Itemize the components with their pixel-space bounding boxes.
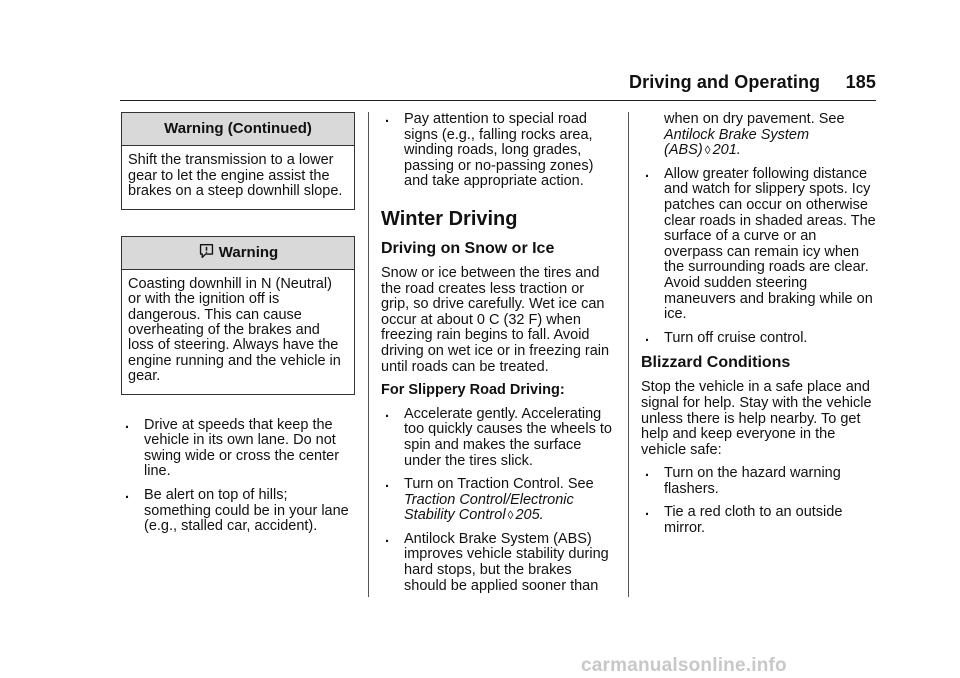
page-header xyxy=(120,0,876,101)
warning-continued-body: Shift the transmission to a lower gear to let the engine assist the brakes on a steep downhill slope. xyxy=(128,152,343,200)
page-reference-icon: ◊ xyxy=(507,508,514,523)
list-item-text: Be alert on top of hills; something could be in your lane (e.g., stalled car, accident). xyxy=(144,487,349,535)
paragraph: Snow or ice between the tires and the road creates less traction or grip, so drive carefully. Wet ice can occur at about 0 C (32 F) when freezing rain begins to fall. Avoid driving on wet ice or in freezing rain until roads can be treated. xyxy=(381,264,610,375)
bullet-mark: . xyxy=(385,404,390,421)
subsection-heading: Driving on Snow or Ice xyxy=(381,239,555,257)
list-item-text: Pay attention to special road signs (e.g., falling rocks area, winding roads, long grades, passing or no-passing zones) and take appropriate action. xyxy=(404,111,594,190)
list-item xyxy=(381,404,613,469)
subsection-heading: Blizzard Conditions xyxy=(641,354,791,372)
cross-reference-page[interactable]: 205. xyxy=(515,507,544,524)
bullet-mark: . xyxy=(385,110,390,126)
run-in-heading: For Slippery Road Driving: xyxy=(381,382,565,399)
list-item xyxy=(641,505,877,536)
list-item-text: when on dry pavement. See xyxy=(664,111,845,127)
column-divider xyxy=(368,112,369,597)
list-item-text: Tie a red cloth to an outside mirror. xyxy=(664,504,843,537)
column-left xyxy=(121,112,355,543)
list-item-text: Antilock Brake System (ABS) improves vehicle stability during hard stops, but the brakes should be applied sooner than xyxy=(404,530,609,594)
cross-reference-page[interactable]: 201. xyxy=(712,142,741,159)
list-item-text: Drive at speeds that keep the vehicle in its own lane. Do not swing wide or cross the center line. xyxy=(144,416,340,480)
list-item xyxy=(381,477,613,524)
list-item-text: Allow greater following distance and watch for slippery spots. Icy patches can occur on otherwise clear roads in shaded areas. The surface of a curve or an overpass can remain icy when the surrounding roads are clear. Avoid sudden steering maneuvers and braking while on ice. xyxy=(664,165,876,323)
column-middle xyxy=(381,112,613,602)
section-heading: Winter Driving xyxy=(381,207,518,230)
list-item xyxy=(381,529,613,594)
warning-title-text: Warning xyxy=(218,243,279,261)
list-item-continued xyxy=(641,112,877,159)
column-right xyxy=(641,112,877,545)
warning-symbol-icon xyxy=(198,243,215,260)
page-reference-icon: ◊ xyxy=(704,143,711,158)
bullet-mark: . xyxy=(645,164,650,181)
warning-continued-title: Warning (Continued) xyxy=(122,113,354,146)
running-header xyxy=(629,72,876,93)
bullet-mark: . xyxy=(645,464,650,481)
bullet-mark: . xyxy=(645,503,650,520)
list-item xyxy=(121,488,355,535)
column-divider xyxy=(628,112,629,597)
warning-continued-box xyxy=(121,112,355,210)
warning-title xyxy=(122,237,354,270)
warning-body: Coasting downhill in N (Neutral) or with the ignition off is dangerous. This can cause overheating of the brakes and loss of steering. Always have the engine running and the vehicle in gear. xyxy=(128,275,341,385)
cross-reference-link[interactable]: Traction Control/Electronic Stability Control xyxy=(404,491,574,524)
section-title: Driving and Operating xyxy=(629,72,821,92)
bullet-mark: . xyxy=(645,328,650,345)
list-item xyxy=(641,466,877,497)
bullet-mark: . xyxy=(385,475,390,492)
page-number: 185 xyxy=(845,72,876,92)
list-item xyxy=(641,328,877,347)
list-item xyxy=(381,112,613,190)
list-item-text: Turn on the hazard warning flashers. xyxy=(664,465,841,497)
list-item-text: Turn on Traction Control. See xyxy=(404,476,594,493)
watermark: carmanualsonline.info xyxy=(581,655,787,676)
bullet-mark: . xyxy=(125,415,130,432)
list-item-text: Turn off cruise control. xyxy=(664,329,808,346)
list-item-text: Accelerate gently. Accelerating too quickly causes the wheels to spin and makes the surface under the tires slick. xyxy=(404,405,612,469)
list-item xyxy=(641,164,877,323)
warning-box xyxy=(121,236,355,395)
list-item xyxy=(121,415,355,480)
cross-reference-link[interactable]: Antilock Brake System (ABS) xyxy=(664,126,810,159)
bullet-mark: . xyxy=(125,486,130,502)
bullet-mark: . xyxy=(385,529,390,546)
paragraph: Stop the vehicle in a safe place and signal for help. Stay with the vehicle unless there is help nearby. To get help and keep everyone in the vehicle safe: xyxy=(641,379,872,458)
